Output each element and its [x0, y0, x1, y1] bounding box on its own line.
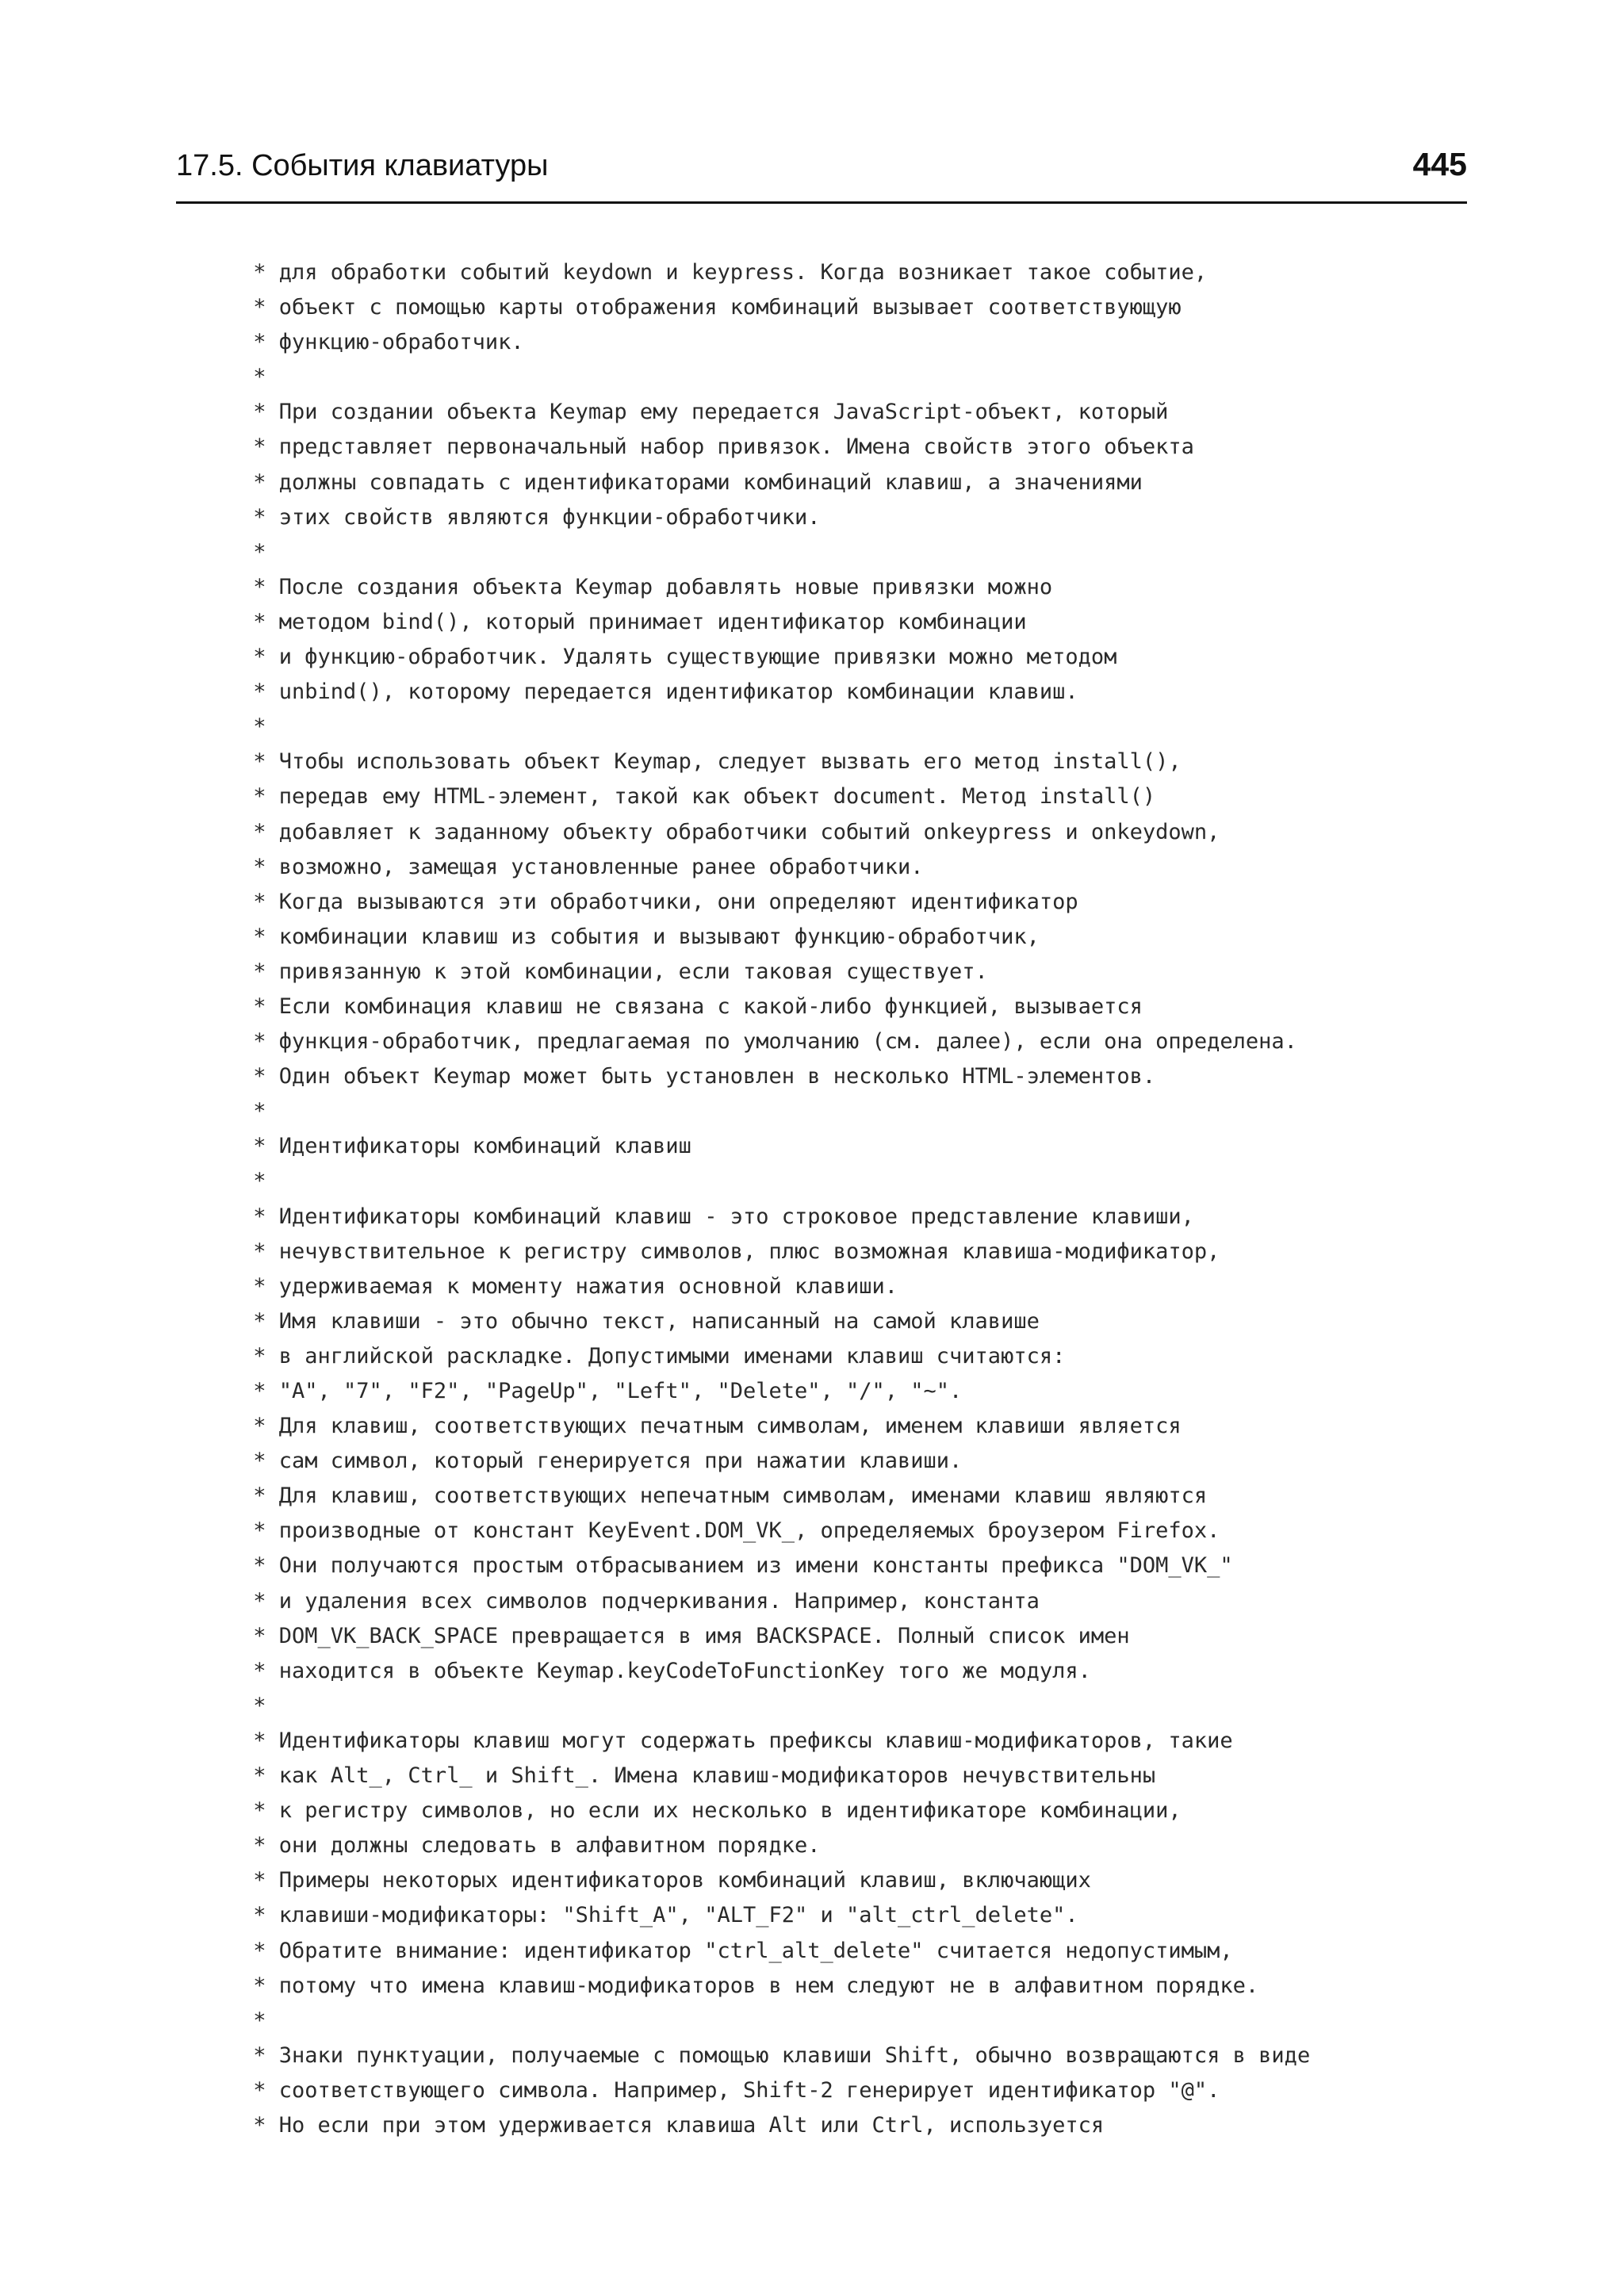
code-line: * и удаления всех символов подчеркивания. Например, константа [240, 1588, 1040, 1614]
code-line: * После создания объекта Keymap добавлять новые привязки можно [240, 574, 1053, 599]
code-line: * находится в объекте Keymap.keyCodeToFunctionKey того же модуля. [240, 1658, 1091, 1683]
code-line: * [240, 1169, 266, 1194]
code-line: * клавиши-модификаторы: "Shift_A", "ALT_F2" и "alt_ctrl_delete". [240, 1903, 1078, 1928]
code-line: * удерживаемая к моменту нажатия основной клавиши. [240, 1273, 898, 1299]
code-line: * для обработки событий keydown и keypress. Когда возникает такое событие, [240, 260, 1208, 285]
code-line: * этих свойств являются функции-обработчики. [240, 504, 821, 530]
code-line: * При создании объекта Keymap ему передается JavaScript-объект, который [240, 400, 1169, 425]
code-line: * Примеры некоторых идентификаторов комбинаций клавиш, включающих [240, 1868, 1091, 1893]
code-line: * Имя клавиши - это обычно текст, написанный на самой клавише [240, 1308, 1040, 1334]
code-line: * Знаки пунктуации, получаемые с помощью клавиши Shift, обычно возвращаются в виде [240, 2042, 1311, 2068]
code-line: * они должны следовать в алфавитном порядке. [240, 1833, 821, 1859]
code-line: * методом bind(), который принимает идентификатор комбинации [240, 609, 1027, 634]
code-line: * представляет первоначальный набор привязок. Имена свойств этого объекта [240, 434, 1194, 460]
code-line: * Они получаются простым отбрасыванием из имени константы префикса "DOM_VK_" [240, 1553, 1233, 1579]
code-line: * и функцию-обработчик. Удалять существующие привязки можно методом [240, 645, 1117, 670]
code-line: * производные от констант KeyEvent.DOM_VK_, определяемых броузером Firefox. [240, 1518, 1220, 1544]
code-line: * привязанную к этой комбинации, если таковая существует. [240, 959, 988, 984]
code-line: * добавляет к заданному объекту обработчики событий onkeypress и onkeydown, [240, 819, 1220, 844]
code-line: * передав ему HTML-элемент, такой как объект document. Метод install() [240, 784, 1156, 810]
code-listing [240, 255, 1430, 2143]
code-line: * потому что имена клавиш-модификаторов в нем следуют не в алфавитном порядке. [240, 1973, 1259, 1998]
code-line: * к регистру символов, но если их несколько в идентификаторе комбинации, [240, 1798, 1182, 1824]
code-line: * Один объект Keymap может быть установлен в несколько HTML-элементов. [240, 1064, 1156, 1089]
code-line: * в английской раскладке. Допустимыми именами клавиш считаются: [240, 1343, 1066, 1369]
code-line: * объект с помощью карты отображения комбинаций вызывает соответствующую [240, 295, 1182, 320]
code-line: * комбинации клавиш из события и вызывают функцию-обработчик, [240, 924, 1040, 949]
running-head-section-title: 17.5. События клавиатуры [176, 149, 549, 182]
code-line: * как Alt_, Ctrl_ и Shift_. Имена клавиш-модификаторов нечувствительны [240, 1763, 1156, 1789]
code-line: * Если комбинация клавиш не связана с какой-либо функцией, вызывается [240, 993, 1143, 1019]
code-line: * DOM_VK_BACK_SPACE превращается в имя BACKSPACE. Полный список имен [240, 1623, 1130, 1648]
code-line: * [240, 1099, 266, 1124]
code-line: * функция-обработчик, предлагаемая по умолчанию (см. далее), если она определена. [240, 1029, 1297, 1055]
code-line: * соответствующего символа. Например, Shift-2 генерирует идентификатор "@". [240, 2077, 1220, 2103]
code-line: * Обратите внимание: идентификатор "ctrl_alt_delete" считается недопустимым, [240, 1938, 1233, 1963]
code-line: * Идентификаторы комбинаций клавиш - это строковое представление клавиши, [240, 1204, 1194, 1229]
code-line: * "A", "7", "F2", "PageUp", "Left", "Delete", "/", "~". [240, 1379, 963, 1403]
code-line: * [240, 2008, 266, 2033]
code-line: * unbind(), которому передается идентификатор комбинации клавиш. [240, 679, 1078, 705]
code-line: * должны совпадать с идентификаторами комбинаций клавиш, а значениями [240, 469, 1143, 495]
code-line: * Чтобы использовать объект Keymap, следует вызвать его метод install(), [240, 749, 1182, 775]
code-line: * Но если при этом удерживается клавиша Alt или Ctrl, используется [240, 2112, 1105, 2138]
page-number: 445 [1412, 146, 1467, 182]
page-header [176, 143, 1467, 204]
code-line: * нечувствительное к регистру символов, плюс возможная клавиша-модификатор, [240, 1238, 1220, 1264]
code-line: * возможно, замещая установленные ранее обработчики. [240, 854, 924, 879]
code-line: * сам символ, который генерируется при нажатии клавиши. [240, 1449, 963, 1474]
code-line: * [240, 539, 266, 565]
code-line: * [240, 714, 266, 740]
code-line: * [240, 1693, 266, 1718]
code-line: * Идентификаторы комбинаций клавиш [240, 1134, 691, 1159]
code-line: * Когда вызываются эти обработчики, они определяют идентификатор [240, 889, 1078, 914]
code-line: * функцию-обработчик. [240, 330, 524, 355]
code-line: * Идентификаторы клавиш могут содержать префиксы клавиш-модификаторов, такие [240, 1728, 1233, 1753]
code-line: * Для клавиш, соответствующих печатным символам, именем клавиши является [240, 1414, 1182, 1439]
code-line: * [240, 365, 266, 390]
code-line: * Для клавиш, соответствующих непечатным символам, именами клавиш являются [240, 1483, 1208, 1509]
